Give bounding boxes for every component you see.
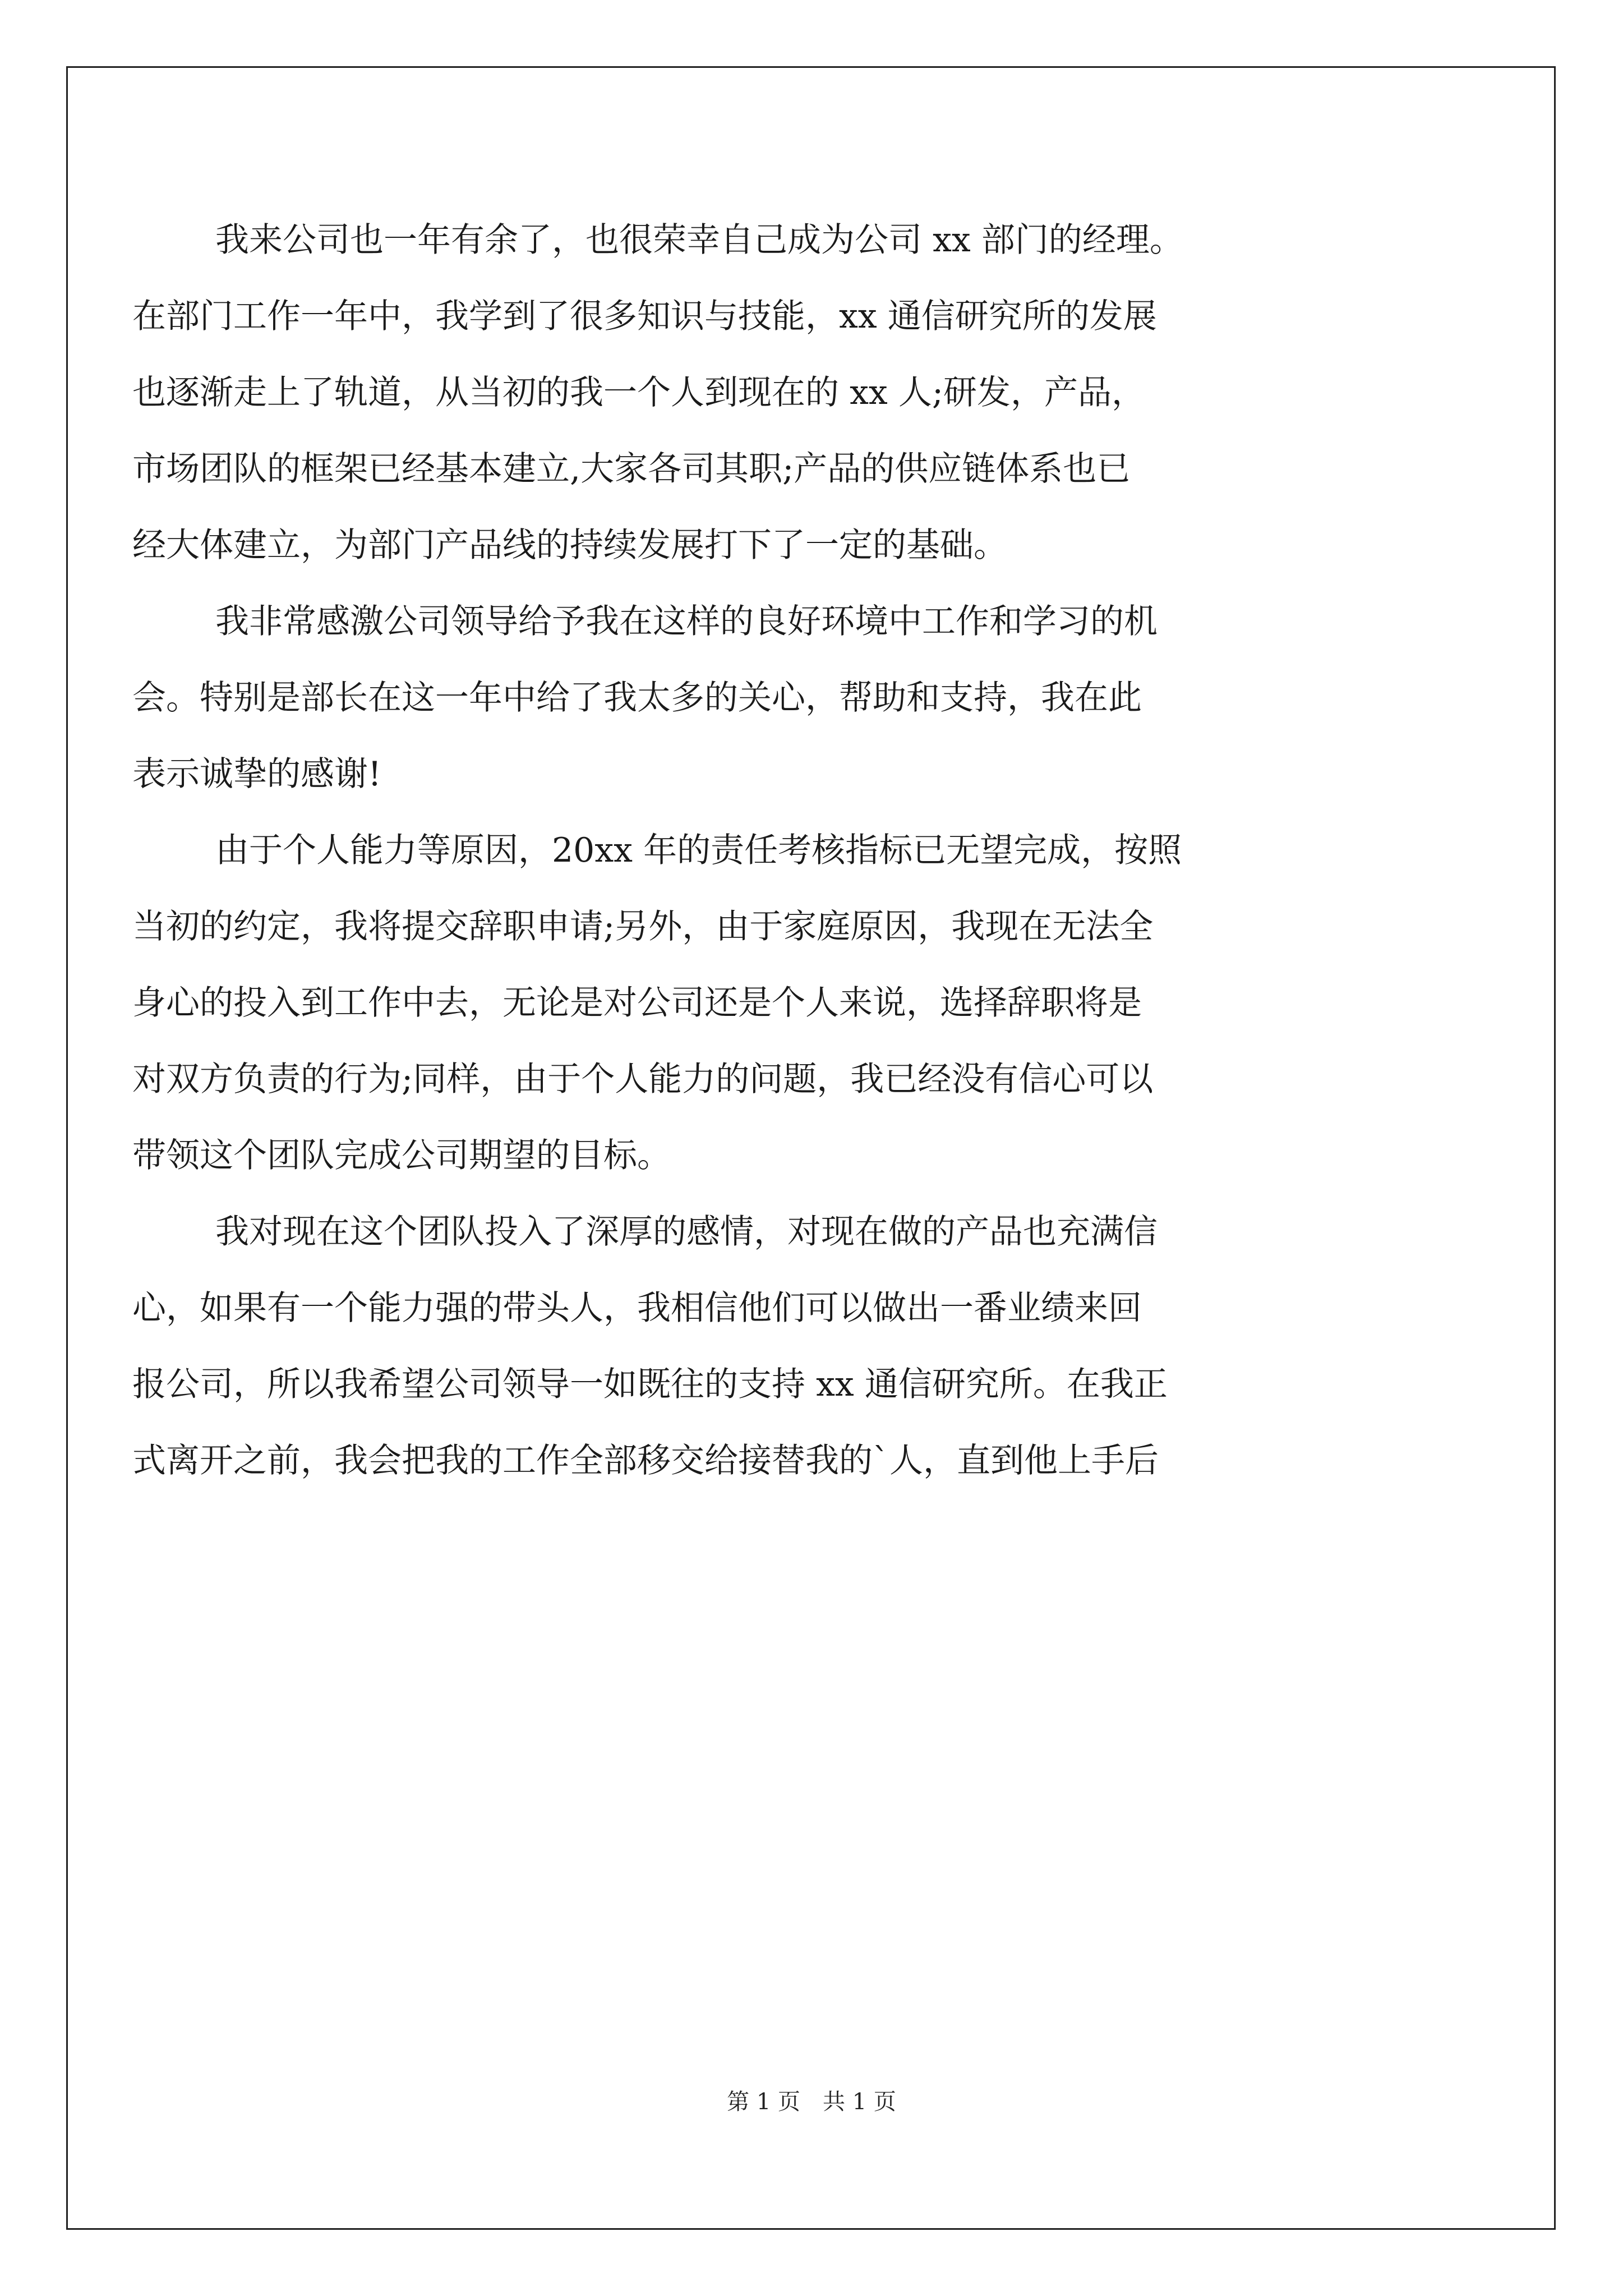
text-line: 我非常感激公司领导给予我在这样的良好环境中工作和学习的机 [215, 602, 1158, 641]
text-line: 表示诚挚的感谢! [132, 754, 382, 794]
text-line: 身心的投入到工作中去，无论是对公司还是个人来说，选择辞职将是 [132, 983, 1142, 1023]
page-number-footer: 第 1 页 共 1 页 [727, 2089, 896, 2115]
text-line: 经大体建立，为部门产品线的持续发展打下了一定的基础。 [132, 526, 1007, 565]
text-line: 也逐渐走上了轨道，从当初的我一个人到现在的 xx 人;研发，产品， [132, 373, 1146, 412]
text-line: 会。特别是部长在这一年中给了我太多的关心，帮助和支持，我在此 [132, 678, 1142, 717]
text-line: 我来公司也一年有余了，也很荣幸自己成为公司 xx 部门的经理。 [215, 220, 1183, 260]
document-body [132, 202, 1495, 1499]
text-line: 对双方负责的行为;同样，由于个人能力的问题，我已经没有信心可以 [132, 1060, 1154, 1099]
text-line: 报公司，所以我希望公司领导一如既往的支持 xx 通信研究所。在我正 [132, 1365, 1168, 1404]
text-line: 带领这个团队完成公司期望的目标。 [132, 1136, 671, 1175]
text-line: 式离开之前，我会把我的工作全部移交给接替我的`人，直到他上手后 [132, 1441, 1159, 1480]
text-line: 市场团队的框架已经基本建立,大家各司其职;产品的供应链体系也已 [132, 449, 1131, 489]
text-line: 当初的约定，我将提交辞职申请;另外，由于家庭原因，我现在无法全 [132, 907, 1154, 946]
text-line: 在部门工作一年中，我学到了很多知识与技能，xx 通信研究所的发展 [132, 297, 1157, 336]
text-line: 我对现在这个团队投入了深厚的感情，对现在做的产品也充满信 [215, 1212, 1158, 1251]
text-line: 由于个人能力等原因，20xx 年的责任考核指标已无望完成，按照 [215, 831, 1182, 870]
text-line: 心，如果有一个能力强的带头人，我相信他们可以做出一番业绩来回 [132, 1289, 1142, 1328]
